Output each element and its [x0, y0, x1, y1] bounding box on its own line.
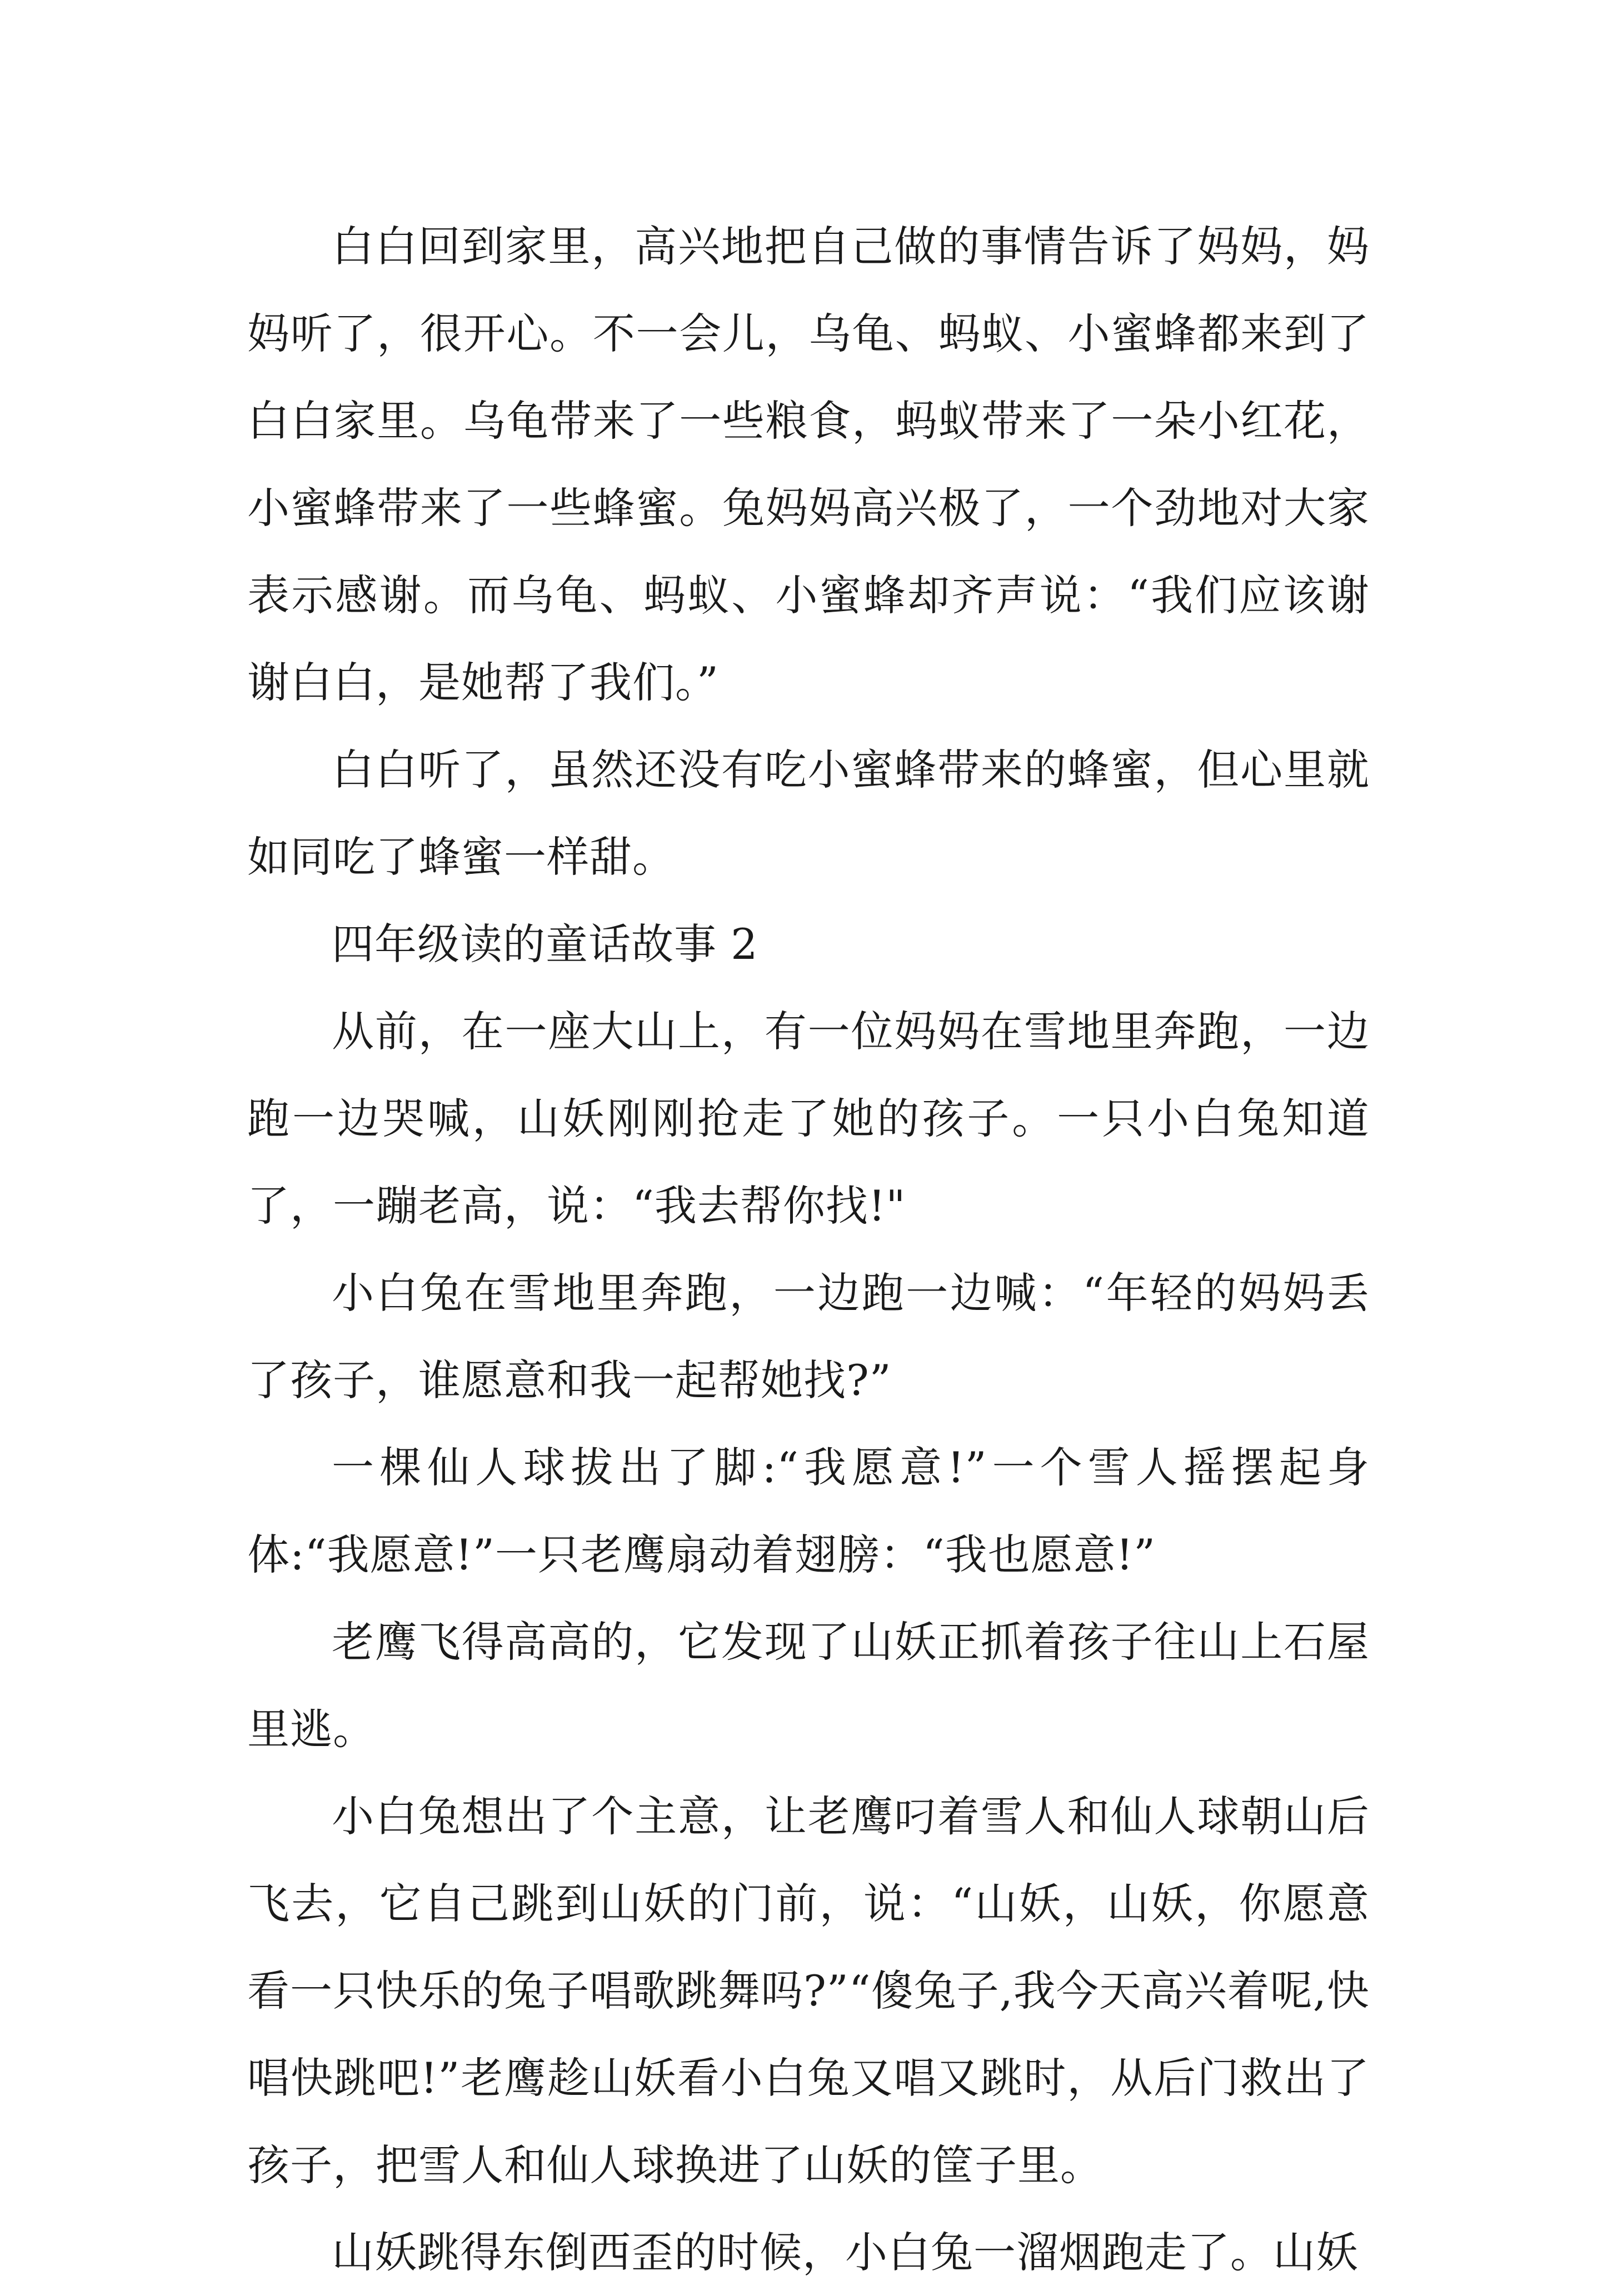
paragraph-4: 小白兔在雪地里奔跑，一边跑一边喊：“年轻的妈妈丢了孩子，谁愿意和我一起帮她找?” — [247, 1268, 1370, 1405]
paragraph-3: 从前，在一座大山上，有一位妈妈在雪地里奔跑，一边跑一边哭喊，山妖刚刚抢走了她的孩子。一只小白兔知道了，一蹦老高，说：“我去帮你找!" — [247, 1007, 1370, 1230]
section-heading: 四年级读的童话故事 2 — [332, 919, 758, 969]
paragraph-1: 白白回到家里，高兴地把自己做的事情告诉了妈妈，妈妈听了，很开心。不一会儿，乌龟、蚂蚁、小蜜蜂都来到了白白家里。乌龟带来了一些粮食，蚂蚁带来了一朵小红花，小蜜蜂带来了一些蜂蜜。兔妈妈高兴极了，一个劲地对大家表示感谢。而乌龟、蚂蚁、小蜜蜂却齐声说：“我们应该谢谢白白，是她帮了我们。” — [247, 222, 1370, 707]
paragraph-8: 山妖跳得东倒西歪的时候，小白兔一溜烟跑走了。山妖 — [332, 2228, 1359, 2277]
paragraph-5: 一棵仙人球拔出了脚:“我愿意!”一个雪人摇摆起身体:“我愿意!”一只老鹰扇动着翅膀：“我也愿意!” — [247, 1443, 1370, 1579]
paragraph-2: 白白听了，虽然还没有吃小蜜蜂带来的蜂蜜，但心里就如同吃了蜂蜜一样甜。 — [247, 745, 1370, 882]
document-body — [247, 203, 1370, 2296]
paragraph-6: 老鹰飞得高高的，它发现了山妖正抓着孩子往山上石屋里逃。 — [247, 1617, 1370, 1754]
paragraph-7: 小白兔想出了个主意，让老鹰叼着雪人和仙人球朝山后飞去，它自己跳到山妖的门前，说：“山妖，山妖，你愿意看一只快乐的兔子唱歌跳舞吗?”“傻兔子,我今天高兴着呢,快唱快跳吧!”老鹰趁山妖看小白兔又唱又跳时，从后门救出了孩子，把雪人和仙人球换进了山妖的筐子里。 — [247, 1792, 1370, 2190]
